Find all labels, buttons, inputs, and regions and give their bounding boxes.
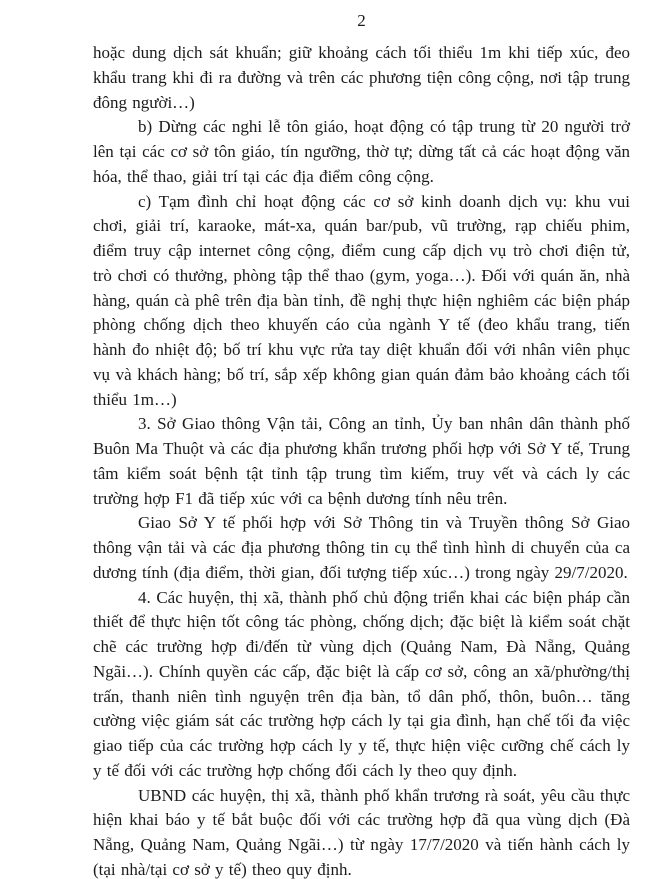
paragraph-section-4: 4. Các huyện, thị xã, thành phố chủ động triển khai các biện pháp cần thiết để thực hiện tốt công tác phòng, chống dịch; đặc biệt là kiểm soát chặt chẽ các trường hợp đi/đến từ vùng dịch (Quảng Nam, Đà Nẵng, Quảng Ngãi…). Chính quyền các cấp, đặc biệt là cấp cơ sở, công an xã/phường/thị trấn, thanh niên tình nguyện trên địa bàn, tổ dân phố, thôn, buôn… tăng cường việc giám sát các trường hợp cách ly tại gia đình, hạn chế tối đa việc giao tiếp của các trường hợp cách ly y tế, thực hiện việc cưỡng chế cách ly y tế đối với các trường hợp chống đối cách ly theo quy định. [93,587,630,780]
paragraph-item-b: b) Dừng các nghi lễ tôn giáo, hoạt động có tập trung từ 20 người trở lên tại các cơ sở tôn giáo, tín ngưỡng, thờ tự; dừng tất cả các hoạt động văn hóa, thể thao, giải trí tại các địa điểm công cộng. [93,117,630,186]
document-body [93,41,630,879]
page-number: 2 [357,11,366,30]
paragraph-giao-so-y-te: Giao Sở Y tế phối hợp với Sở Thông tin và Truyền thông Sở Giao thông vận tải và các địa phương thông tin cụ thể tình hình di chuyển của ca dương tính (địa điểm, thời gian, đối tượng tiếp xúc…) trong ngày 29/7/2020. [93,513,630,582]
paragraph-section-3: 3. Sở Giao thông Vận tải, Công an tỉnh, Ủy ban nhân dân thành phố Buôn Ma Thuột và các địa phương khẩn trương phối hợp với Sở Y tế, Trung tâm kiểm soát bệnh tật tỉnh tập trung tìm kiếm, truy vết và cách ly các trường hợp F1 đã tiếp xúc với ca bệnh dương tính nêu trên. [93,414,630,508]
paragraph-continuation: hoặc dung dịch sát khuẩn; giữ khoảng cách tối thiểu 1m khi tiếp xúc, đeo khẩu trang khi đi ra đường và trên các phương tiện công cộng, nơi tập trung đông người…) [93,43,630,112]
paragraph-ubnd: UBND các huyện, thị xã, thành phố khẩn trương rà soát, yêu cầu thực hiện khai báo y tế bắt buộc đối với các trường hợp đã qua vùng dịch (Đà Nẵng, Quảng Nam, Quảng Ngãi…) từ ngày 17/7/2020 và tiến hành cách ly (tại nhà/tại cơ sở y tế) theo quy định. [93,785,630,879]
paragraph-item-c: c) Tạm đình chỉ hoạt động các cơ sở kinh doanh dịch vụ: khu vui chơi, giải trí, karaoke, mát-xa, quán bar/pub, vũ trường, rạp chiếu phim, điểm truy cập internet công cộng, điểm cung cấp dịch vụ trò chơi điện tử, trò chơi có thưởng, phòng tập thể thao (gym, yoga…). Đối với quán ăn, nhà hàng, quán cà phê trên địa bàn tỉnh, đề nghị thực hiện nghiêm các biện pháp phòng chống dịch theo khuyến cáo của ngành Y tế (đeo khẩu trang, tiến hành đo nhiệt độ; bố trí khu vực rửa tay diệt khuẩn đối với nhân viên phục vụ và khách hàng; bố trí, sắp xếp không gian quán đảm bảo khoảng cách tối thiểu 1m…) [93,191,630,409]
